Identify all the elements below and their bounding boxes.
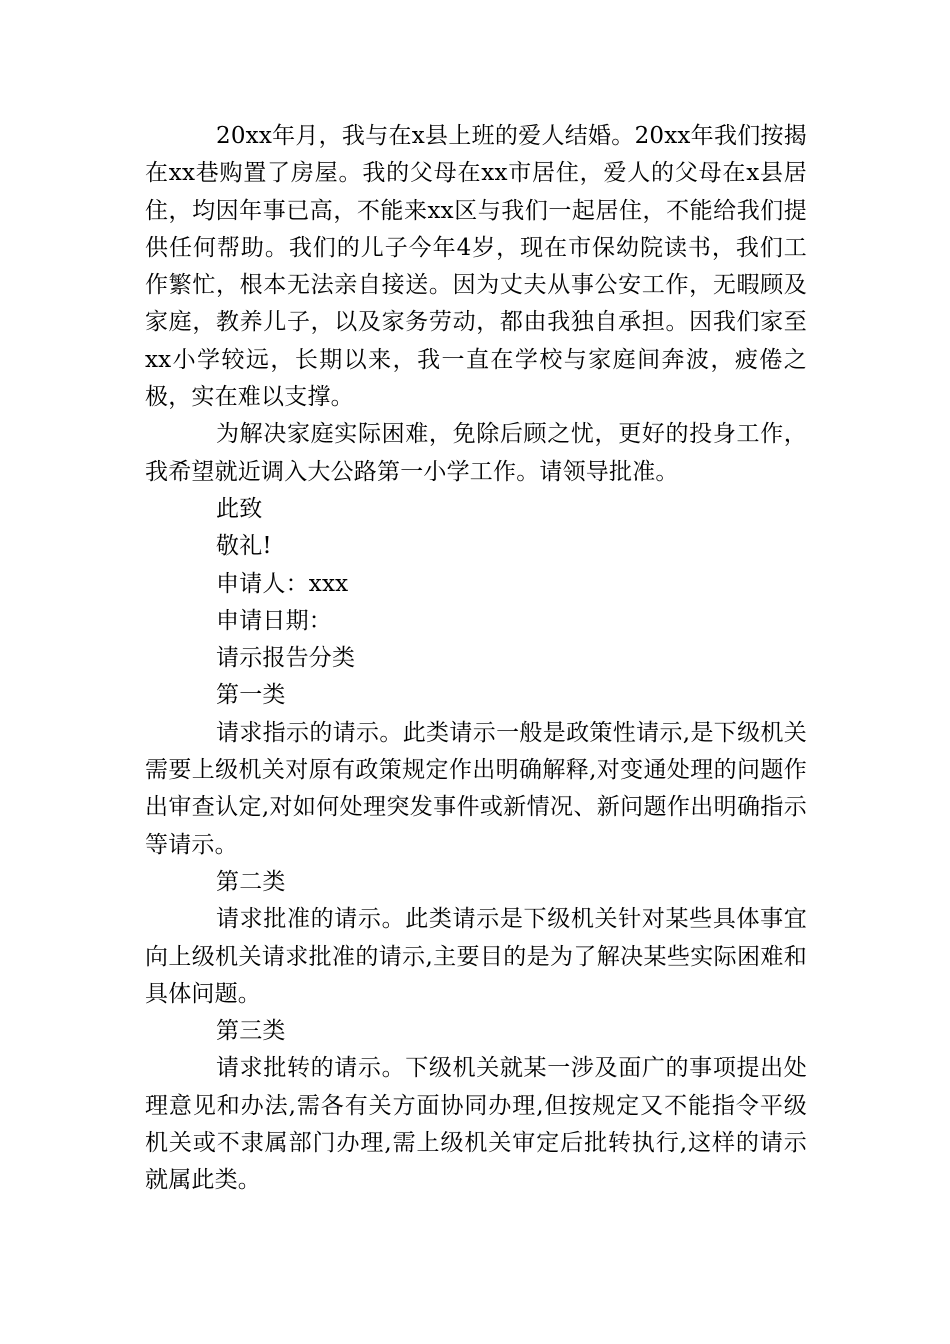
closing-salutation: 此致 [216,495,263,522]
document-body [145,118,807,1200]
category-heading-3: 第三类 [216,1018,286,1045]
category-heading-1: 第一类 [216,682,286,709]
paragraph-transfer-request: 为解决家庭实际困难，免除后顾之忧，更好的投身工作，我希望就近调入大公路第一小学工作。请领导批准。 [145,421,807,485]
category-description-2: 请求批准的请示。此类请示是下级机关针对某些具体事宜向上级机关请求批准的请示,主要目的是为了解决某些实际困难和具体问题。 [145,906,807,1007]
application-date: 申请日期： [216,607,332,634]
closing-regards: 敬礼! [216,533,272,560]
category-heading-2: 第二类 [216,868,286,895]
section-heading-classification: 请示报告分类 [216,645,356,672]
category-description-1: 请求指示的请示。此类请示一般是政策性请示,是下级机关需要上级机关对原有政策规定作出明确解释,对变通处理的问题作出审查认定,对如何处理突发事件或新情况、新问题作出明确指示等请示。 [145,719,807,858]
category-description-3: 请求批转的请示。下级机关就某一涉及面广的事项提出处理意见和办法,需各有关方面协同办理,但按规定又不能指令平级机关或不隶属部门办理,需上级机关审定后批转执行,这样的请示就属此类。 [145,1055,807,1194]
applicant-name: 申请人：xxx [216,570,349,597]
paragraph-family-situation: 20xx年月，我与在x县上班的爱人结婚。20xx年我们按揭在xx巷购置了房屋。我的父母在xx市居住，爱人的父母在x县居住，均因年事已高，不能来xx区与我们一起居住，不能给我们提供任何帮助。我们的儿子今年4岁，现在市保幼院读书，我们工作繁忙，根本无法亲自接送。因为丈夫从事公安工作，无暇顾及家庭，教养儿子，以及家务劳动，都由我独自承担。因我们家至xx小学较远，长期以来，我一直在学校与家庭间奔波，疲倦之极，实在难以支撑。 [145,123,807,411]
